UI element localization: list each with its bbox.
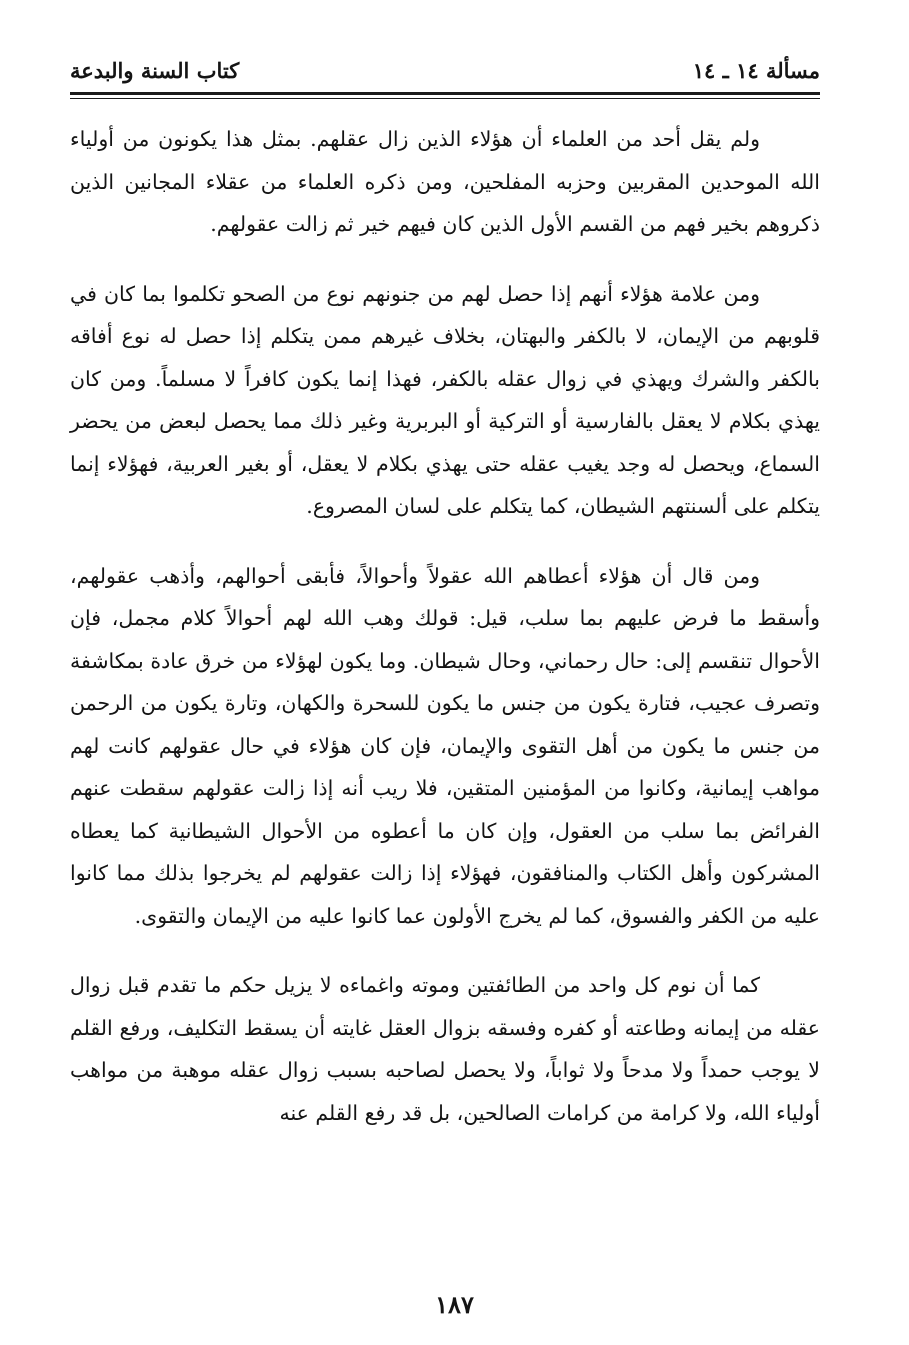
header-book-title: كتاب السنة والبدعة: [70, 57, 240, 83]
paragraph: ومن علامة هؤلاء أنهم إذا حصل لهم من جنونهم نوع من الصحو تكلموا بما كان في قلوبهم من الإيمان، لا بالكفر والبهتان، بخلاف غيرهم ممن يتكلم إذا حصل له نوع أفاقه بالكفر والشرك ويهذي في زوال عقله بالكفر، فهذا إنما يكون كافراً لا مسلماً. ومن كان يهذي بكلام لا يعقل بالفارسية أو التركية أو البربرية وغير ذلك مما يحصل لبعض من يحضر السماع، ويحصل له وجد يغيب عقله حتى يهذي بكلام لا يعقل، أو بغير العربية، فهؤلاء إنما يتكلم على ألسنتهم الشيطان، كما يتكلم على لسان المصروع.: [70, 281, 820, 518]
paragraph: كما أن نوم كل واحد من الطائفتين وموته واغماءه لا يزيل حكم ما تقدم قبل زوال عقله من إيمانه وطاعته أو كفره وفسقه بزوال العقل غايته أن يسقط التكليف، ورفع القلم لا يوجب حمداً ولا مدحاً ولا ثواباً، ولا يحصل لصاحبه بسبب زوال عقله موهبة من مواهب أولياء الله، ولا كرامة من كرامات الصالحين، بل قد رفع القلم عنه: [70, 973, 820, 1125]
paragraph: ومن قال أن هؤلاء أعطاهم الله عقولاً وأحوالاً، فأبقى أحوالهم، وأذهب عقولهم، وأسقط ما فرض عليهم بما سلب، قيل: قولك وهب الله لهم أحوالاً كلام مجمل، فإن الأحوال تنقسم إلى: حال رحماني، وحال شيطان. وما يكون لهؤلاء من خرق عادة بمكاشفة وتصرف عجيب، فتارة يكون من جنس ما يكون للسحرة والكهان، وتارة يكون من الرحمن من جنس ما يكون من أهل التقوى والإيمان، فإن كان هؤلاء في حال عقولهم كانت لهم مواهب إيمانية، وكانوا من المؤمنين المتقين، فلا ريب أنه إذا زالت عقولهم سقطت عنهم الفرائض بما سلب من العقول، وإن كان ما أعطوه من الأحوال الشيطانية كما يعطاه المشركون وأهل الكتاب والمنافقون، فهؤلاء إذا زالت عقولهم لم يخرجوا بذلك مما كانوا عليه من الكفر والفسوق، كما لم يخرج الأولون عما كانوا عليه من الإيمان والتقوى.: [70, 563, 820, 928]
running-header: [70, 50, 820, 90]
paragraph: ولم يقل أحد من العلماء أن هؤلاء الذين زال عقلهم. بمثل هذا يكونون من أولياء الله الموحدين المقربين وحزبه المفلحين، ومن ذكره العلماء من عقلاء المجانين الذين ذكروهم بخير فهم من القسم الأول الذين كان فيهم خير ثم زالت عقولهم.: [70, 127, 820, 236]
header-rule-thin: [70, 98, 820, 99]
header-chapter-ref: مسألة ١٤ ـ ١٤: [692, 57, 820, 83]
header-rule-thick: [70, 92, 820, 95]
body-text: [70, 118, 820, 1134]
page-number: ١٨٧: [435, 1290, 474, 1319]
